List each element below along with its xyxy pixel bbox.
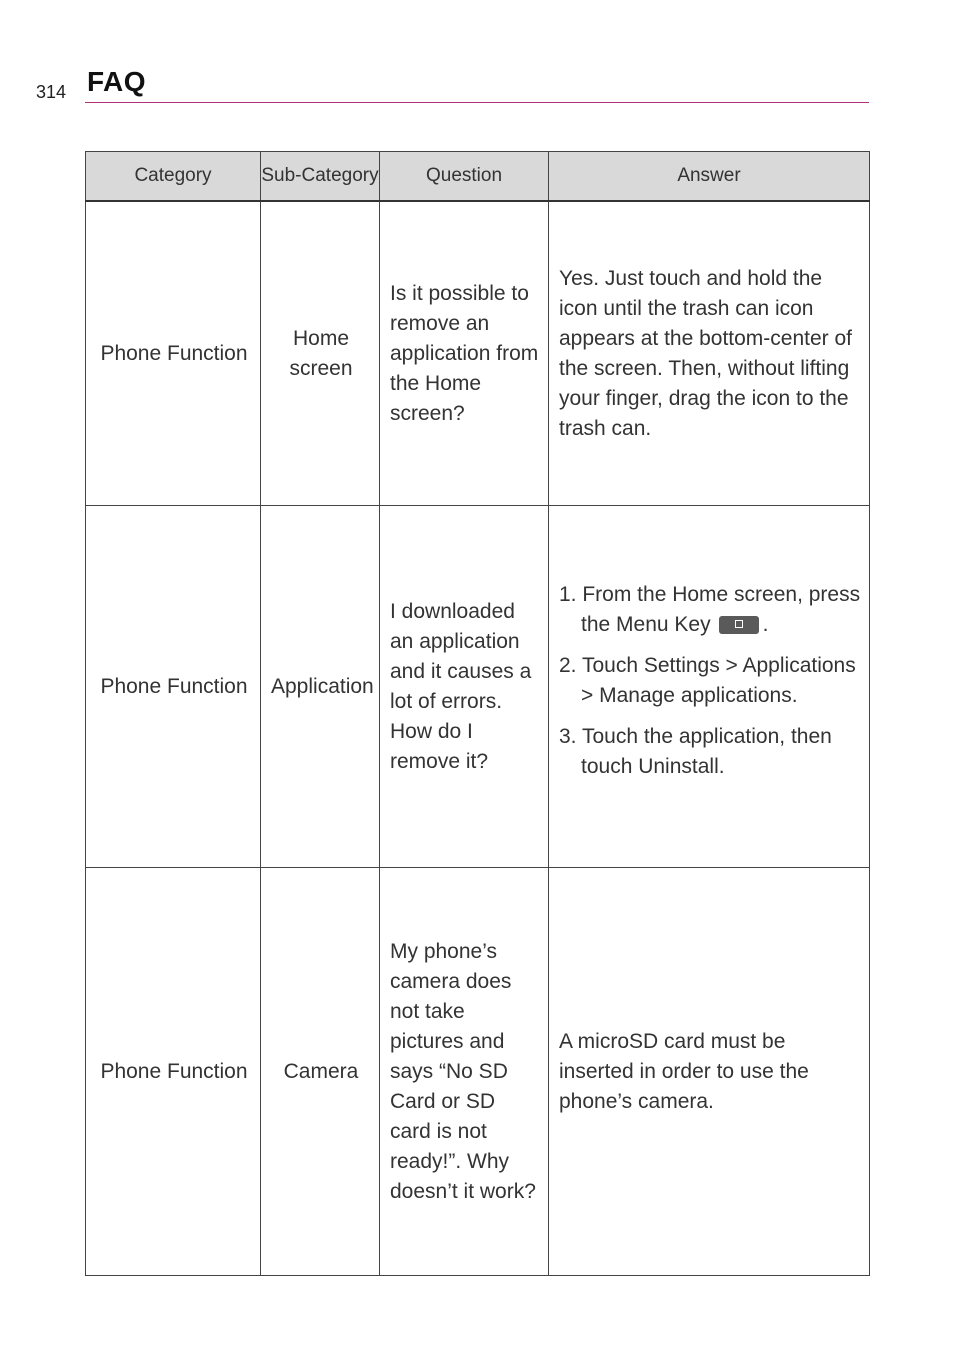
subcategory-cell: Application [261, 506, 380, 868]
category-cell: Phone Function [86, 868, 261, 1276]
answer-steps [559, 580, 861, 782]
menu-key-icon [719, 616, 759, 634]
answer-step-text: 3. Touch the application, then touch Uninstall. [559, 725, 832, 778]
page-number: 314 [36, 82, 67, 102]
question-cell: I downloaded an application and it causes a lot of errors. How do I remove it? [380, 506, 549, 868]
column-header-subcategory: Sub-Category [261, 152, 380, 202]
column-header-answer: Answer [549, 152, 870, 202]
subcategory-cell: Home screen [261, 201, 380, 506]
category-cell: Phone Function [86, 201, 261, 506]
answer-step-suffix: . [762, 613, 769, 636]
question-cell: My phone’s camera does not take pictures and says “No SD Card or SD card is not ready!”. Why doesn’t it work? [380, 868, 549, 1276]
category-cell: Phone Function [86, 506, 261, 868]
answer-step [559, 580, 861, 640]
answer-cell: A microSD card must be inserted in order to use the phone’s camera. [549, 868, 870, 1276]
question-cell: Is it possible to remove an application from the Home screen? [380, 201, 549, 506]
answer-cell: Yes. Just touch and hold the icon until the trash can icon appears at the bottom-center of the screen. Then, without lifting your finger, drag the icon to the trash can. [549, 201, 870, 506]
answer-step [559, 722, 861, 782]
column-header-category: Category [86, 152, 261, 202]
page-title: FAQ [87, 66, 147, 97]
subcategory-cell: Camera [261, 868, 380, 1276]
column-header-question: Question [380, 152, 549, 202]
table-row [86, 201, 870, 506]
answer-step-text: 2. Touch Settings > Applications > Manage applications. [559, 654, 856, 707]
table-header-row [86, 152, 870, 202]
table-row [86, 868, 870, 1276]
answer-step [559, 651, 861, 711]
answer-step-text: 1. From the Home screen, press the Menu Key [559, 583, 861, 636]
faq-table [85, 151, 870, 1276]
title-rule [85, 102, 869, 103]
table-row [86, 506, 870, 868]
answer-cell [549, 506, 870, 868]
